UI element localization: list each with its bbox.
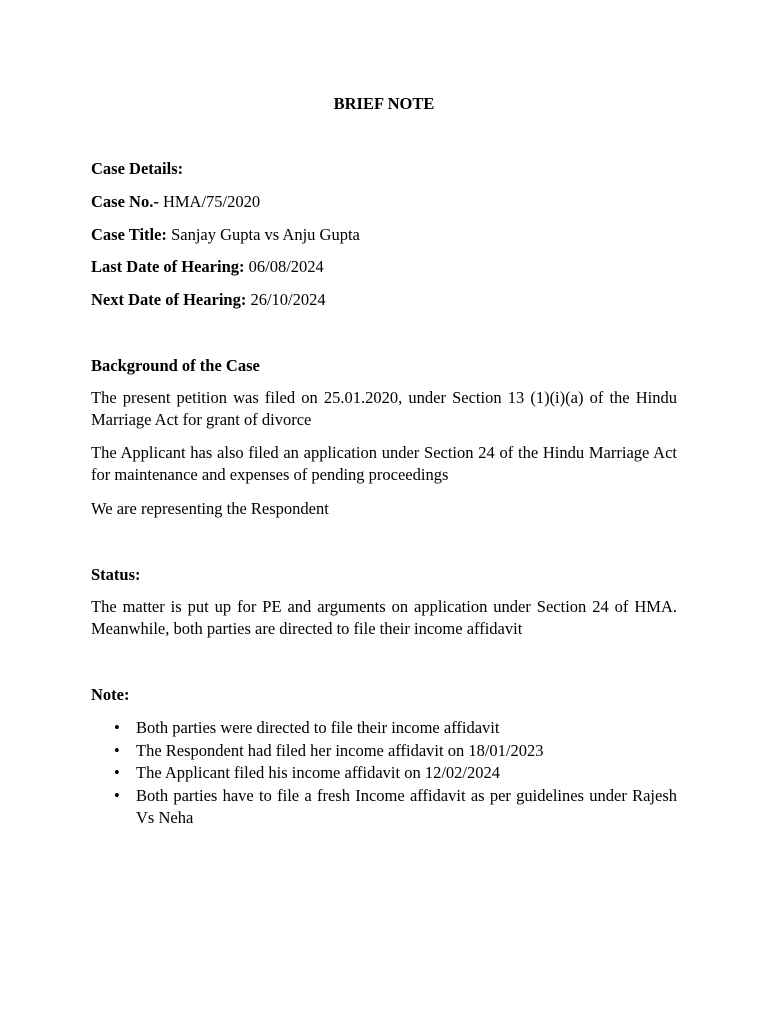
case-title-value: Sanjay Gupta vs Anju Gupta [171,225,360,244]
next-hearing-line [91,289,677,311]
background-paragraph-3: We are representing the Respondent [91,499,329,518]
background-paragraph-1: The present petition was filed on 25.01.2020, under Section 13 (1)(i)(a) of the Hindu Marriage Act for grant of divorce [91,388,677,429]
bullet-icon: • [114,740,120,760]
list-item: • The Respondent had filed her income affidavit on 18/01/2023 [91,740,677,763]
list-item: • Both parties were directed to file their income affidavit [91,717,677,740]
case-details-heading: Case Details: [91,159,184,178]
bullet-icon: • [114,718,120,737]
status-text: The matter is put up for PE and arguments on application under Section 24 of HMA. Meanwhile, both parties are directed to file their income affidavit [91,597,677,638]
background-heading: Background of the Case [91,356,260,375]
background-paragraph-2: The Applicant has also filed an application under Section 24 of the Hindu Marriage Act for maintenance and expenses of pending proceedings [91,443,677,484]
last-hearing-line [91,256,677,278]
case-title-label: Case Title: [91,225,167,244]
status-heading: Status: [91,565,141,584]
case-title-line [91,224,677,246]
case-no-value: HMA/75/2020 [162,192,261,211]
bullet-icon: • [114,785,120,805]
document-title: BRIEF NOTE [333,94,435,113]
bullet-icon: • [114,763,120,782]
last-hearing-label: Last Date of Hearing: [91,257,245,276]
note-heading: Note: [91,685,130,704]
note-list [91,717,677,830]
list-item: • Both parties have to file a fresh Income affidavit as per guidelines under Rajesh Vs Neha [114,785,677,827]
case-no-label: Case No.- [91,192,159,211]
next-hearing-value: 26/10/2024 [250,290,326,309]
next-hearing-label: Next Date of Hearing: [91,290,247,309]
last-hearing-value: 06/08/2024 [248,257,324,276]
case-no-line [91,191,677,213]
list-item: • The Applicant filed his income affidavit on 12/02/2024 [91,762,677,785]
